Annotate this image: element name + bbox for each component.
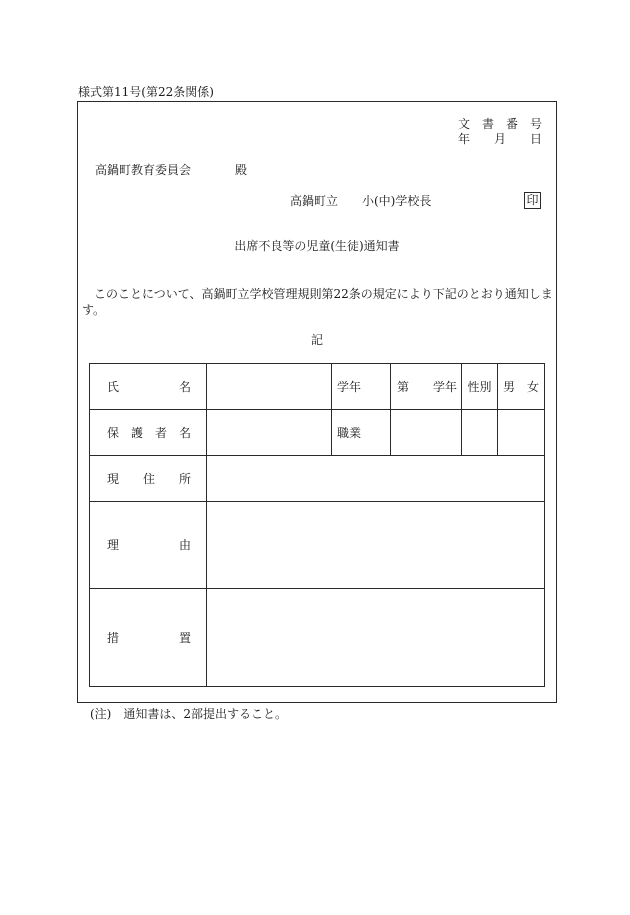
guardian-name-field bbox=[207, 410, 332, 456]
details-table bbox=[89, 363, 545, 687]
table-row bbox=[90, 410, 545, 456]
seal-mark: 印 bbox=[524, 192, 541, 209]
sender-school-prefix: 高鍋町立 bbox=[290, 194, 339, 208]
footnote: (注) 通知書は、2部提出すること。 bbox=[90, 707, 287, 721]
action-field bbox=[207, 589, 545, 687]
form-frame bbox=[77, 101, 557, 703]
reason-label: 理 由 bbox=[90, 502, 207, 589]
table-row bbox=[90, 589, 545, 687]
guardian-name-label: 保 護 者 名 bbox=[90, 410, 207, 456]
document-title: 出席不良等の児童(生徒)通知書 bbox=[234, 239, 400, 253]
blank-cell bbox=[498, 410, 545, 456]
sender-principal-title: 小(中)学校長 bbox=[362, 194, 432, 208]
action-label: 措 置 bbox=[90, 589, 207, 687]
grade-label: 学年 bbox=[332, 364, 391, 410]
occupation-field bbox=[391, 410, 462, 456]
date-label: 年 月 日 bbox=[458, 132, 543, 146]
gender-options: 男 女 bbox=[498, 364, 545, 410]
student-name-label: 氏 名 bbox=[90, 364, 207, 410]
addressee-name: 高鍋町教育委員会 bbox=[95, 163, 192, 177]
student-name-field bbox=[207, 364, 332, 410]
address-field bbox=[207, 456, 545, 502]
gender-label: 性別 bbox=[462, 364, 498, 410]
table-row bbox=[90, 364, 545, 410]
ki-label: 記 bbox=[310, 333, 323, 347]
form-number-label: 様式第11号(第22条関係) bbox=[78, 85, 214, 99]
occupation-label: 職業 bbox=[332, 410, 391, 456]
body-paragraph: このことについて、高鍋町立学校管理規則第22条の規定により下記のとおり通知します。 bbox=[82, 287, 553, 317]
table-row bbox=[90, 456, 545, 502]
reason-field bbox=[207, 502, 545, 589]
address-label: 現 住 所 bbox=[90, 456, 207, 502]
table-row bbox=[90, 502, 545, 589]
honorific-label: 殿 bbox=[235, 163, 248, 177]
blank-cell bbox=[462, 410, 498, 456]
document-number-label: 文 書 番 号 bbox=[458, 117, 543, 131]
grade-field: 第 学年 bbox=[391, 364, 462, 410]
document-meta bbox=[458, 117, 542, 147]
